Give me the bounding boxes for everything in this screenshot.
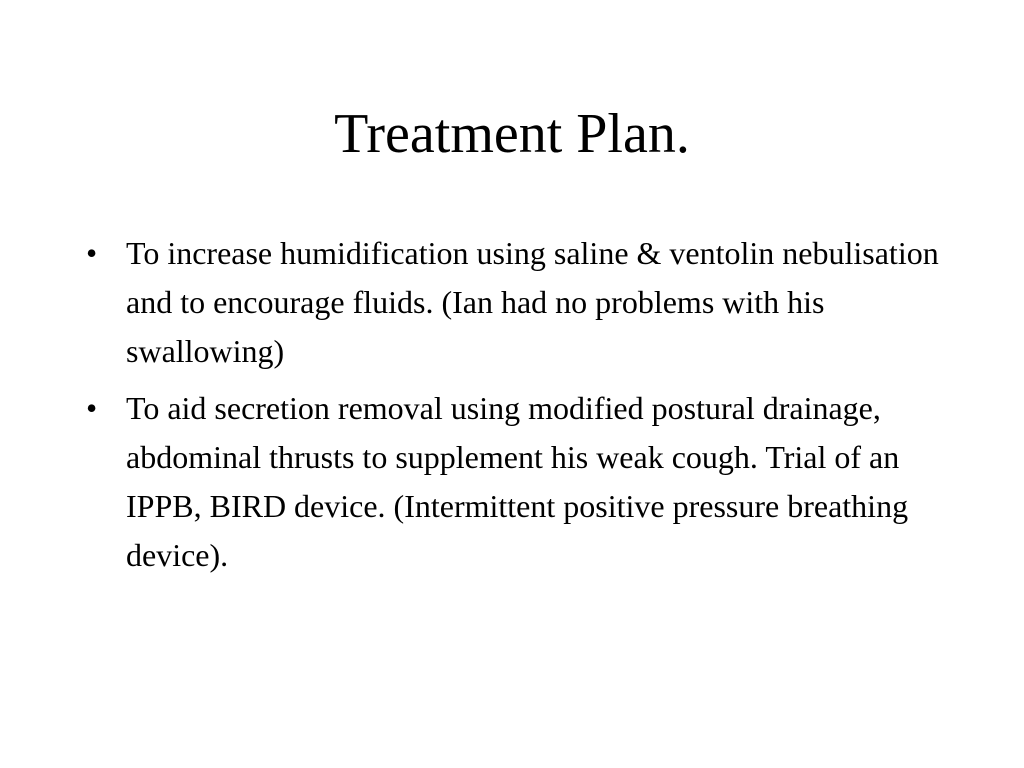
bullet-text: To increase humidification using saline & ventolin nebulisation and to encourage fluids. (Ian had no problems with his swallowing) [126, 235, 939, 369]
bullet-list [86, 229, 956, 588]
slide-title: Treatment Plan. [334, 103, 690, 165]
bullet-item [86, 229, 956, 376]
bullet-icon: • [86, 390, 98, 426]
bullet-text: To aid secretion removal using modified postural drainage, abdominal thrusts to supplement his weak cough. Trial of an IPPB, BIRD device. (Intermittent positive pressure breathing device). [126, 390, 909, 573]
bullet-icon: • [86, 235, 98, 271]
bullet-item [86, 384, 956, 580]
